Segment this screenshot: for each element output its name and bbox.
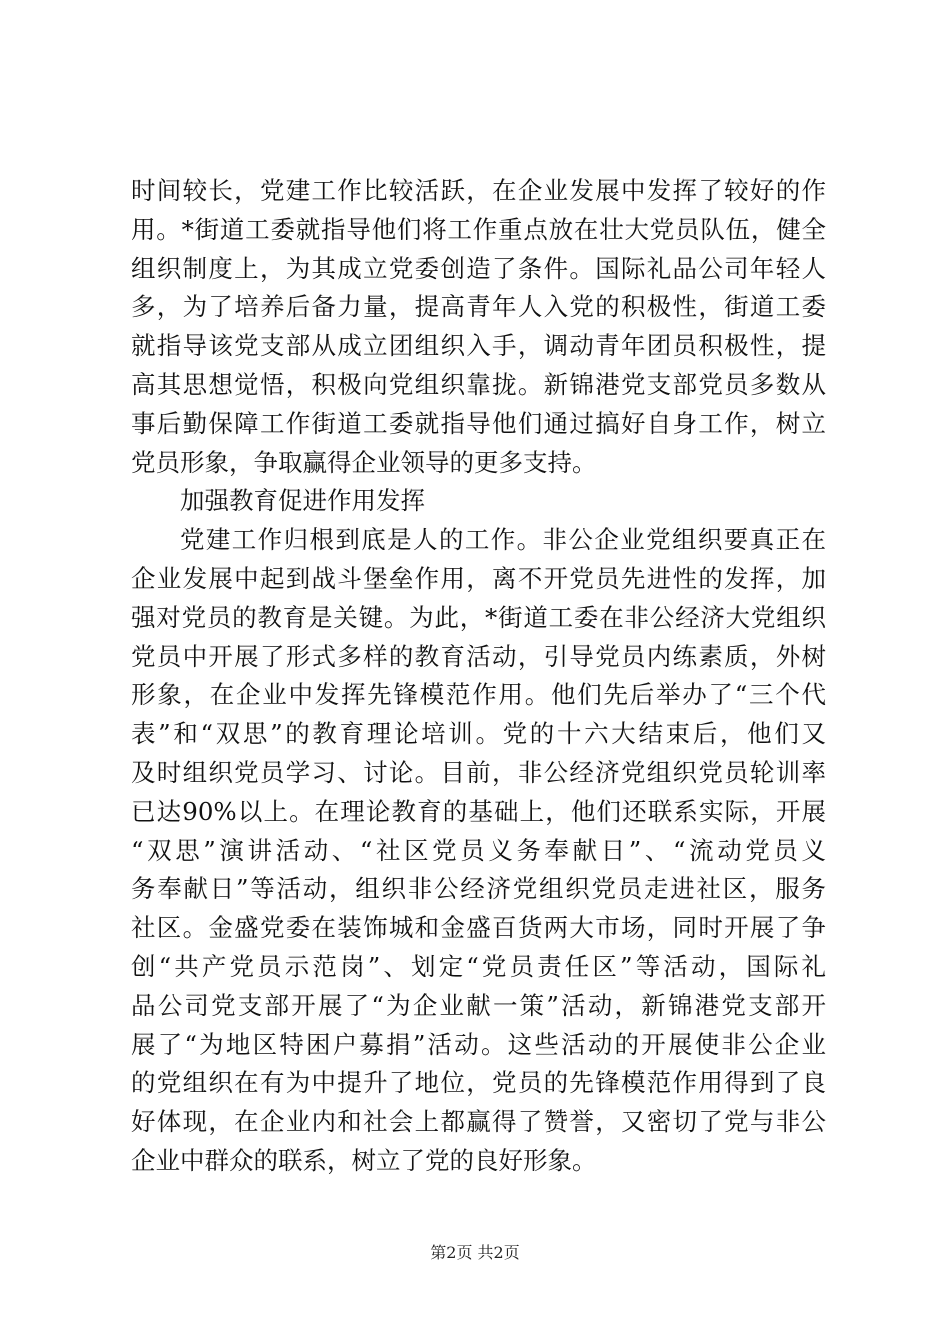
text-line: 创“共产党员示范岗”、划定“党员责任区”等活动，国际礼 [131,951,826,981]
section-heading [131,482,826,521]
text-line: 组织制度上，为其成立党委创造了条件。国际礼品公司年轻人 [131,253,826,283]
text-line: 多，为了培养后备力量，提高青年人入党的积极性，街道工委 [131,292,826,322]
paragraph-1 [131,172,826,482]
text-line: 高其思想觉悟，积极向党组织靠拢。新锦港党支部党员多数从 [131,369,826,399]
text-line: 党建工作归根到底是人的工作。非公企业党组织要真正在 [180,525,826,555]
text-line: 用。*街道工委就指导他们将工作重点放在壮大党员队伍，健全 [131,214,826,244]
text-line: 已达90%以上。在理论教育的基础上，他们还联系实际，开展 [131,796,826,826]
text-line: 品公司党支部开展了“为企业献一策”活动，新锦港党支部开 [131,990,826,1020]
text-line: 党员形象，争取赢得企业领导的更多支持。 [131,447,597,477]
text-line: 事后勤保障工作街道工委就指导他们通过搞好自身工作，树立 [131,408,826,438]
text-line: 的党组织在有为中提升了地位，党员的先锋模范作用得到了良 [131,1068,826,1098]
body-text [131,172,826,1181]
text-line: “双思”演讲活动、“社区党员义务奉献日”、“流动党员义 [131,835,826,865]
text-line: 表”和“双思”的教育理论培训。党的十六大结束后，他们又 [131,719,826,749]
text-line: 时间较长，党建工作比较活跃，在企业发展中发挥了较好的作 [131,176,826,205]
text-line: 好体现，在企业内和社会上都赢得了赞誉，又密切了党与非公 [131,1107,826,1137]
heading-line: 加强教育促进作用发挥 [180,486,425,516]
text-line: 社区。金盛党委在装饰城和金盛百货两大市场，同时开展了争 [131,913,826,943]
text-line: 就指导该党支部从成立团组织入手，调动青年团员积极性，提 [131,331,826,361]
paragraph-2 [131,521,826,1181]
text-line: 务奉献日”等活动，组织非公经济党组织党员走进社区，服务 [131,874,826,904]
page-number-footer: 第2页 共2页 [430,1243,520,1262]
text-line: 强对党员的教育是关键。为此，*街道工委在非公经济大党组织 [131,602,826,632]
text-line: 党员中开展了形式多样的教育活动，引导党员内练素质，外树 [131,641,826,671]
text-line: 形象，在企业中发挥先锋模范作用。他们先后举办了“三个代 [131,680,826,710]
text-line: 展了“为地区特困户募捐”活动。这些活动的开展使非公企业 [131,1029,826,1059]
text-line: 企业中群众的联系，树立了党的良好形象。 [131,1145,597,1175]
text-line: 企业发展中起到战斗堡垒作用，离不开党员先进性的发挥，加 [131,563,826,593]
text-line: 及时组织党员学习、讨论。目前，非公经济党组织党员轮训率 [131,757,826,787]
